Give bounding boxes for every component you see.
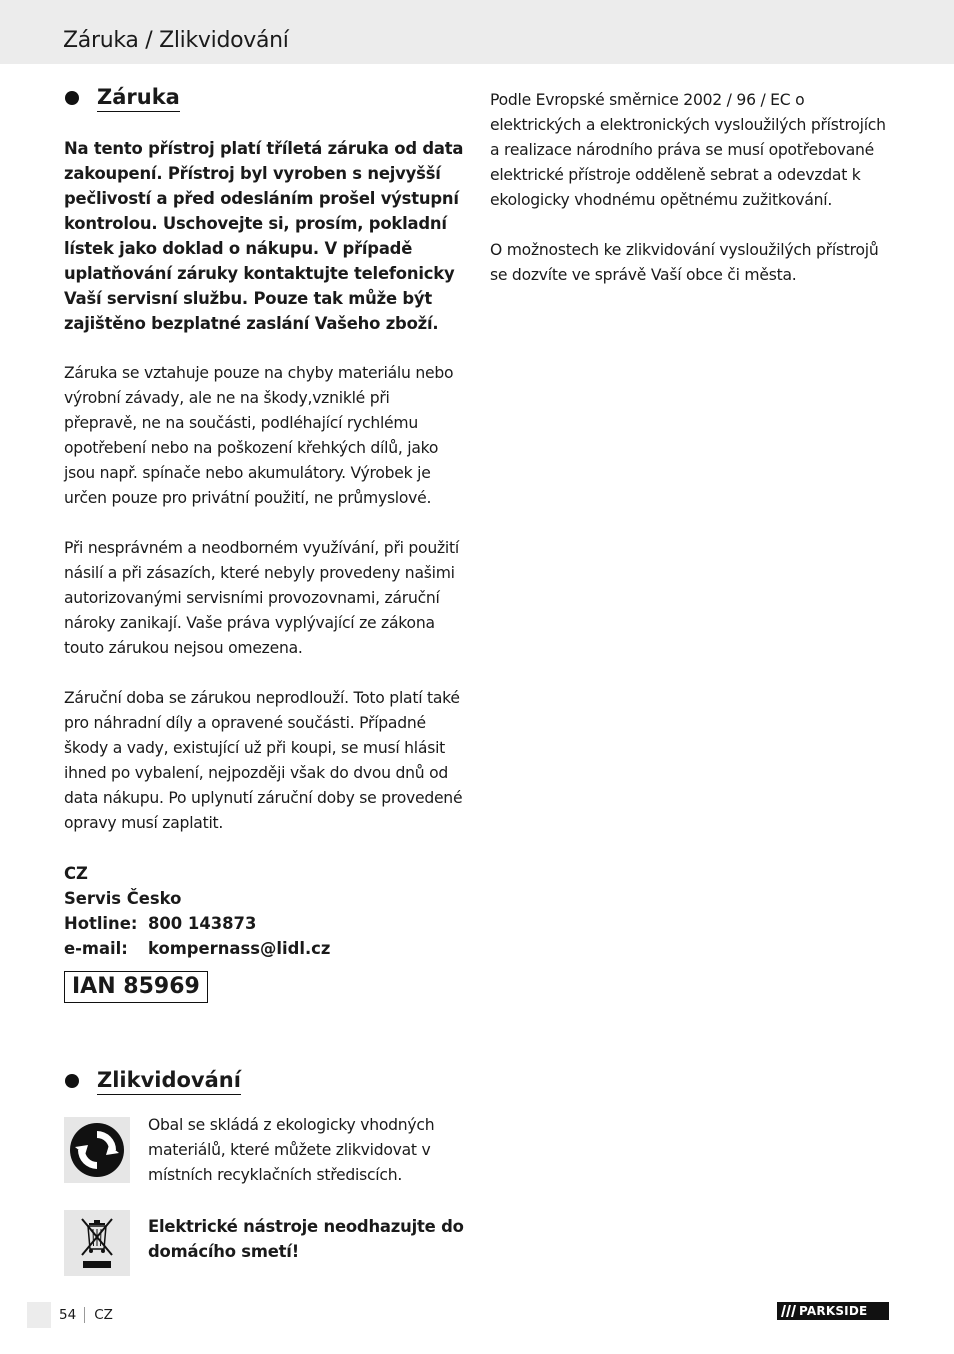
ian-badge: IAN 85969 (64, 971, 208, 1003)
service-contact (64, 861, 464, 961)
page-title: Záruka / Zlikvidování (63, 28, 289, 53)
disposal-heading (64, 1065, 464, 1097)
page-number: 54 (51, 1307, 85, 1323)
stripes-icon (777, 1302, 799, 1320)
brand-logo (777, 1302, 889, 1320)
contact-service: Servis Česko (64, 889, 182, 908)
email-label: e-mail: (64, 939, 128, 958)
left-column (64, 82, 464, 1276)
recycling-row (64, 1117, 464, 1188)
hotline-number[interactable]: 800 143873 (148, 914, 257, 933)
email-address[interactable]: kompernass@lidl.cz (148, 939, 331, 958)
page-footer (27, 1302, 113, 1328)
directive-para: Podle Evropské směrnice 2002 / 96 / EC o elektrických a elektronických vysloužilých přístrojích a realizace národního práva se musí opotřebované elektrické přístroje odděleně sebrat a odevzdat k ekologicky vhodnému opětnému zužitkování. (490, 91, 886, 209)
page-marker (27, 1302, 51, 1328)
contact-country: CZ (64, 864, 88, 883)
crossed-out-bin-icon (64, 1210, 130, 1276)
warranty-para-3: Záruční doba se zárukou neprodlouží. Toto platí také pro náhradní díly a opravené součásti. Případné škody a vady, existující už při koupi, se musí hlásit ihned po vybalení, nejpozději však do dvou dnů od data nákupu. Po uplynutí záruční doby se provedené opravy musí zaplatit. (64, 689, 463, 832)
warranty-para-1: Záruka se vztahuje pouze na chyby materiálu nebo výrobní závady, ale ne na škody,vzniklé při přepravě, ne na součásti, podléhající rychlému opotřebení nebo na poškození křehkých dílů, jako jsou např. spínače nebo akumulátory. Výrobek je určen pouze pro privátní použití, ne průmyslové. (64, 364, 454, 507)
warranty-heading (64, 82, 464, 114)
municipality-para: O možnostech ke zlikvidování vysloužilých přístrojů se dozvíte ve správě Vaší obce či města. (490, 241, 879, 284)
brand-name: PARKSIDE (799, 1304, 868, 1318)
weee-text: Elektrické nástroje neodhazujte do domácího smetí! (148, 1217, 464, 1261)
hotline-row (64, 911, 464, 936)
weee-row (64, 1210, 464, 1276)
warranty-title: Záruka (97, 84, 180, 112)
email-row (64, 936, 464, 961)
language-code: CZ (94, 1307, 113, 1323)
hotline-label: Hotline: (64, 914, 138, 933)
green-dot-recycling-icon (64, 1117, 130, 1183)
recycling-text: Obal se skládá z ekologicky vhodných materiálů, které můžete zlikvidovat v místních recyklačních střediscích. (148, 1116, 435, 1184)
warranty-intro: Na tento přístroj platí tříletá záruka od data zakoupení. Přístroj byl vyroben s nejvyšší pečlivostí a před odesláním prošel výstupní kontrolou. Uschovejte si, prosím, pokladní lístek jako doklad o nákupu. V případě uplatňování záruky kontaktujte telefonicky Vaší servisní službu. Pouze tak může být zajištěno bezplatné zaslání Vašeho zboží. (64, 139, 464, 333)
disposal-title: Zlikvidování (97, 1067, 241, 1095)
right-column (490, 88, 890, 288)
bullet-icon (65, 1074, 79, 1088)
warranty-para-2: Při nesprávném a neodborném využívání, při použití násilí a při zásazích, které nebyly provedeny našimi autorizovanými servisními provozovnami, záruční nároky zanikají. Vaše práva vyplývající ze zákona touto zárukou nejsou omezena. (64, 539, 459, 657)
bullet-icon (65, 91, 79, 105)
